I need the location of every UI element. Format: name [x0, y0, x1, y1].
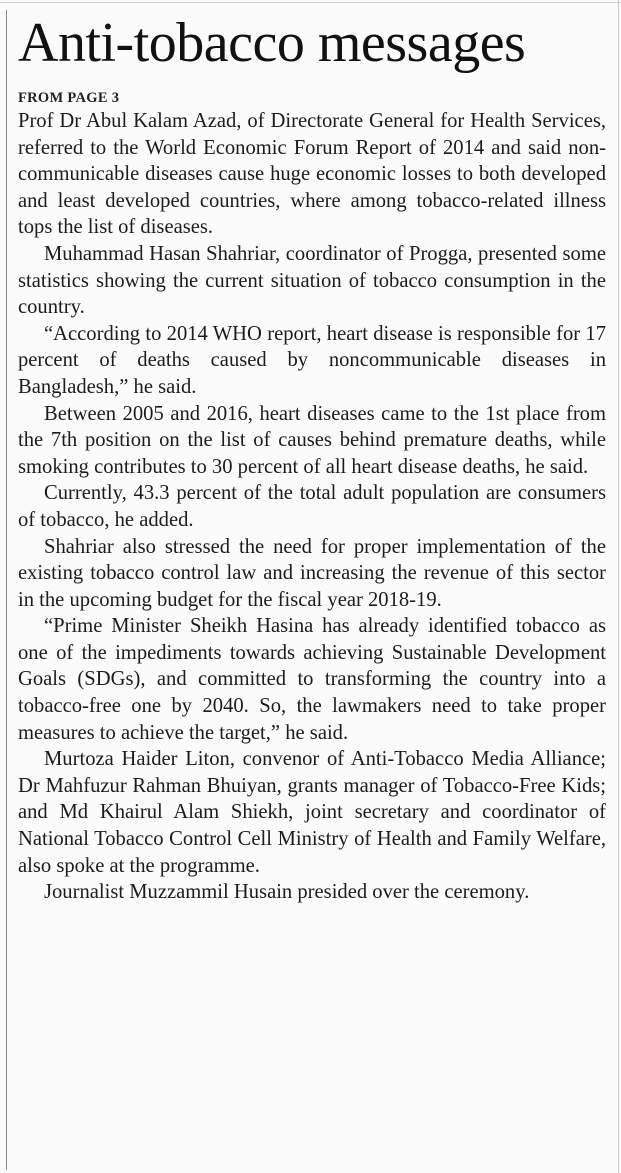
paragraph-8: Murtoza Haider Liton, convenor of Anti-Tobacco Media Alliance; Dr Mahfuzur Rahman Bhuiyan, grants manager of Tobacco-Free Kids; and Md Khairul Alam Shiekh, joint secretary and coordinator of National Tobacco Control Cell Ministry of Health and Family Welfare, also spoke at the programme.	[18, 748, 606, 877]
paragraph-3: “According to 2014 WHO report, heart disease is responsible for 17 percent of deaths caused by noncommunicable diseases in Bangladesh,” he said.	[18, 322, 606, 398]
top-border	[0, 2, 621, 3]
column-rule-right	[618, 0, 619, 1173]
column-rule-left	[6, 10, 7, 1170]
article-body	[18, 108, 606, 906]
continuation-label: FROM PAGE 3	[18, 90, 120, 106]
headline: Anti-tobacco messages	[18, 12, 526, 74]
paragraph-6: Shahriar also stressed the need for proper implementation of the existing tobacco control law and increasing the revenue of this sector in the upcoming budget for the fiscal year 2018-19.	[18, 535, 606, 611]
paragraph-1: Prof Dr Abul Kalam Azad, of Directorate General for Health Services, referred to the World Economic Forum Report of 2014 and said non-communicable diseases cause huge economic losses to both developed and least developed countries, where among tobacco-related illness tops the list of diseases.	[18, 110, 606, 239]
paragraph-4: Between 2005 and 2016, heart diseases came to the 1st place from the 7th position on the list of causes behind premature deaths, while smoking contributes to 30 percent of all heart disease deaths, he said.	[18, 402, 606, 478]
paragraph-7: “Prime Minister Sheikh Hasina has already identified tobacco as one of the impediments towards achieving Sustainable Development Goals (SDGs), and committed to transforming the country into a tobacco-free one by 2040. So, the lawmakers need to take proper measures to achieve the target,” he said.	[18, 615, 606, 744]
paragraph-9: Journalist Muzzammil Husain presided over the ceremony.	[44, 881, 530, 904]
paragraph-5: Currently, 43.3 percent of the total adult population are consumers of tobacco, he added.	[18, 482, 606, 531]
paragraph-2: Muhammad Hasan Shahriar, coordinator of Progga, presented some statistics showing the current situation of tobacco consumption in the country.	[18, 242, 606, 319]
